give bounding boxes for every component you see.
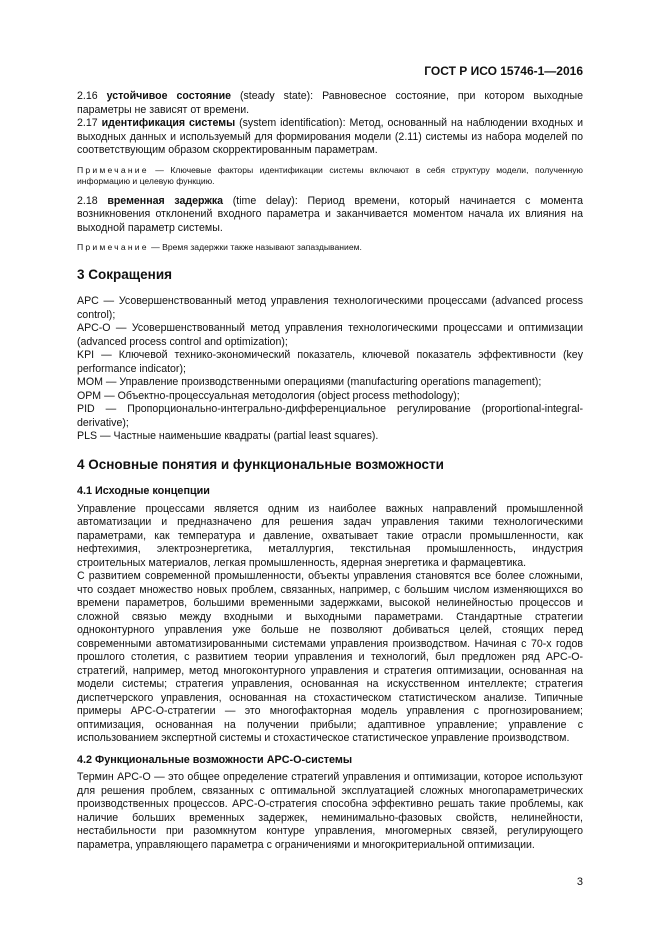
section-3-heading: 3 Сокращения xyxy=(77,266,172,282)
term-english: (time delay): xyxy=(232,194,298,207)
abbr-item: APC-O — Усовершенствованный метод управления технологическими процессами и оптимизации (advanced process control and optimization); xyxy=(77,322,583,348)
term-number: 2.18 xyxy=(77,194,98,207)
term-number: 2.16 xyxy=(77,90,98,102)
term-number: 2.17 xyxy=(77,117,98,129)
note-label: Примечание xyxy=(77,164,149,175)
abbreviations-list xyxy=(77,295,583,444)
page-content xyxy=(77,90,583,852)
page-number: 3 xyxy=(576,876,583,888)
paragraph: Управление процессами является одним из наиболее важных направлений промышленной автоматизации и предназначено для решения задач управления такими технологическими параметрами, как температура и давление, охватывает такие отрасли промышленности, как нефтехимия, электроэнергетика, металлургия, текстильная промышленность, индустрия строительных материалов, легкая промышленность, ядерная энергетика и фармацевтика. xyxy=(77,502,583,569)
abbr-item: PLS — Частные наименьшие квадраты (partial least squares). xyxy=(77,430,379,442)
note-text: — Ключевые факторы идентификации системы включают в себя структуру модели, полученную информацию и целевую функцию. xyxy=(77,164,584,186)
subsection-4-1-heading: 4.1 Исходные концепции xyxy=(77,485,210,497)
term-english: (system identification): xyxy=(239,117,346,129)
term-english: (steady state): xyxy=(239,90,314,102)
term-title: идентификация системы xyxy=(101,117,236,129)
paragraph: Термин APC-O — это общее определение стратегий управления и оптимизации, которое используют для решения проблем, связанных с оптимальной эксплуатацией сложных многопараметрических производственных процессов. APC-O-стратегия способна эффективно решать такие проблемы, как наличие больших временных задержек, неминимально-фазовых свойств, нелинейности, нестабильности при разомкнутом контуре управления, многомерных связей, регулирующего параметра, управляющего параметра с ограничениями и многокритериальной оптимизации. xyxy=(77,771,583,851)
term-2-18 xyxy=(77,195,583,236)
term-definition: Равновесное состояние, при котором выходные параметры не зависят от времени. xyxy=(77,90,584,116)
note-1 xyxy=(77,165,583,188)
subsection-4-2-heading: 4.2 Функциональные возможности APC-O-системы xyxy=(77,753,353,766)
standard-header: ГОСТ Р ИСО 15746-1—2016 xyxy=(424,64,583,78)
abbr-item: KPI — Ключевой технико-экономический показатель, ключевой показатель эффективности (key performance indicator); xyxy=(77,349,583,375)
note-text: — Время задержки также называют запаздыванием. xyxy=(151,242,362,252)
term-definition: Метод, основанный на наблюдении входных и выходных данных и используемый для формирования модели (2.11) системы из набора моделей по соответствующим образом скорректированным параметрам. xyxy=(77,117,583,156)
note-label: Примечание xyxy=(77,242,149,252)
term-definition: Период времени, который начинается с момента возникновения отклонений входного параметра и заканчивается моментом начала их влияния на выходной параметр системы. xyxy=(77,194,583,234)
abbr-item: APC — Усовершенствованный метод управления технологическими процессами (advanced process control); xyxy=(77,295,583,321)
term-title: временная задержка xyxy=(107,194,224,207)
note-2 xyxy=(77,242,583,254)
term-2-17 xyxy=(77,117,583,158)
term-title: устойчивое состояние xyxy=(106,90,231,102)
abbr-item: PID — Пропорционально-интегрально-дифференциальное регулирование (proportional-integral-derivative); xyxy=(77,403,583,429)
paragraph: С развитием современной промышленности, объекты управления становятся все более сложными, что создает множество новых проблем, связанных, например, с большим числом изменяющихся во времени параметров, большими временными задержками, высокой нелинейностью процессов и сложной связью между входными и выходными параметрами. Стандартные стратегии одноконтурного управления уже больше не позволяют добиваться целей, стоящих перед современными автоматизированными системами управления производством. Начиная с 70-х годов прошлого столетия, с развитием теории управления и технологий, был предложен ряд APC-O-стратегий, например, метод многоконтурного управления и стратегия оптимизации, основанная на модели системы; стратегия управления, основанная на искусственном интеллекте; стратегия диспетчерского управления, основанная на стохастическом статистическом анализе. Типичные примеры APC-O-стратегии — это многофакторная модель управления с прогнозированием; оптимизация, основанная на получении прибыли; адаптивное управление; управление с использованием экспертной системы и стохастическое статистическое управление производством. xyxy=(77,570,583,744)
section-4-heading: 4 Основные понятия и функциональные возможности xyxy=(77,456,444,472)
term-2-16 xyxy=(77,90,583,117)
abbr-item: MOM — Управление производственными операциями (manufacturing operations management); xyxy=(77,376,542,388)
abbr-item: OPM — Объектно-процессуальная методология (object process methodology); xyxy=(77,389,460,402)
